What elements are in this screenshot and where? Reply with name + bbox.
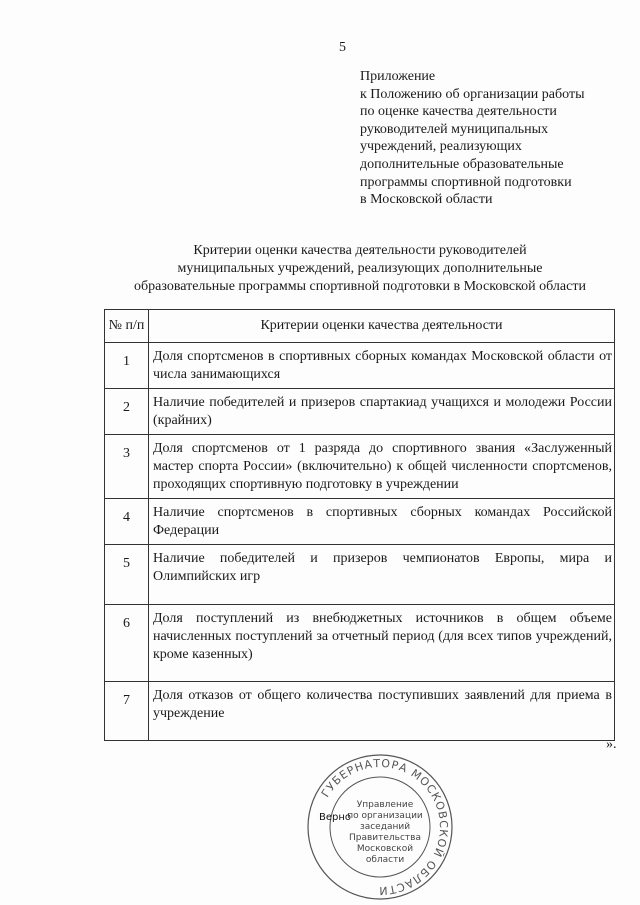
row-criterion: Наличие победителей и призеров спартакиад учащихся и молодежи России (крайних) bbox=[149, 389, 615, 435]
row-number: 1 bbox=[105, 343, 149, 389]
stamp-inner-text bbox=[340, 800, 430, 866]
title-line: муниципальных учреждений, реализующих дополнительные bbox=[177, 261, 543, 276]
row-criterion: Доля отказов от общего количества поступивших заявлений для приема в учреждение bbox=[149, 682, 615, 741]
appendix-line: дополнительные образовательные bbox=[360, 156, 564, 172]
verified-label: Верно bbox=[319, 812, 352, 823]
table-row bbox=[105, 389, 615, 435]
title-line: Критерии оценки качества деятельности руководителей bbox=[193, 243, 527, 258]
stamp-line: Московской bbox=[356, 844, 414, 854]
stamp-ring-text: ГУБЕРНАТОРА МОСКОВСКОЙ ОБЛАСТИ bbox=[318, 756, 451, 898]
row-number: 4 bbox=[105, 499, 149, 545]
page-number: 5 bbox=[339, 40, 346, 55]
document-title bbox=[80, 242, 640, 296]
column-header-criteria: Критерии оценки качества деятельности bbox=[149, 310, 615, 343]
table-row bbox=[105, 499, 615, 545]
row-number: 7 bbox=[105, 682, 149, 741]
row-criterion: Наличие спортсменов в спортивных сборных командах Российской Федерации bbox=[149, 499, 615, 545]
table-row bbox=[105, 545, 615, 605]
appendix-line: учреждений, реализующих bbox=[360, 139, 522, 155]
appendix-line: программы спортивной подготовки bbox=[360, 174, 572, 190]
table-row bbox=[105, 605, 615, 682]
row-criterion: Доля спортсменов от 1 разряда до спортивного звания «Заслуженный мастер спорта России» (включительно) к общей численности спортсменов, проходящих спортивную подготовку в учреждении bbox=[149, 435, 615, 499]
row-criterion: Наличие победителей и призеров чемпионатов Европы, мира и Олимпийских игр bbox=[149, 545, 615, 605]
stamp-line: области bbox=[365, 855, 405, 865]
appendix-line: по оценке качества деятельности bbox=[360, 104, 557, 120]
table-row bbox=[105, 682, 615, 741]
column-header-number: № п/п bbox=[105, 310, 149, 343]
stamp-line: Правительства bbox=[349, 833, 421, 843]
row-number: 6 bbox=[105, 605, 149, 682]
table-header-row bbox=[105, 310, 615, 343]
row-criterion: Доля спортсменов в спортивных сборных командах Московской области от числа занимающихся bbox=[149, 343, 615, 389]
appendix-line: в Московской области bbox=[360, 192, 493, 208]
row-number: 2 bbox=[105, 389, 149, 435]
row-number: 5 bbox=[105, 545, 149, 605]
stamp-line: заседаний bbox=[359, 822, 411, 832]
appendix-line: к Положению об организации работы bbox=[360, 86, 585, 102]
closing-quote: ». bbox=[606, 737, 617, 752]
title-line: образовательные программы спортивной подготовки в Московской области bbox=[134, 279, 586, 294]
table-row bbox=[105, 343, 615, 389]
appendix-line: Приложение bbox=[360, 69, 436, 84]
row-criterion: Доля поступлений из внебюджетных источников в общем объеме начисленных поступлений за отчетный период (для всех типов учреждений, кроме казенных) bbox=[149, 605, 615, 682]
appendix-line: руководителей муниципальных bbox=[360, 121, 549, 137]
appendix-header bbox=[360, 68, 620, 209]
stamp-line: по организации bbox=[347, 811, 423, 821]
criteria-table bbox=[104, 309, 615, 741]
stamp-line: Управление bbox=[356, 800, 414, 810]
row-number: 3 bbox=[105, 435, 149, 499]
table-row bbox=[105, 435, 615, 499]
